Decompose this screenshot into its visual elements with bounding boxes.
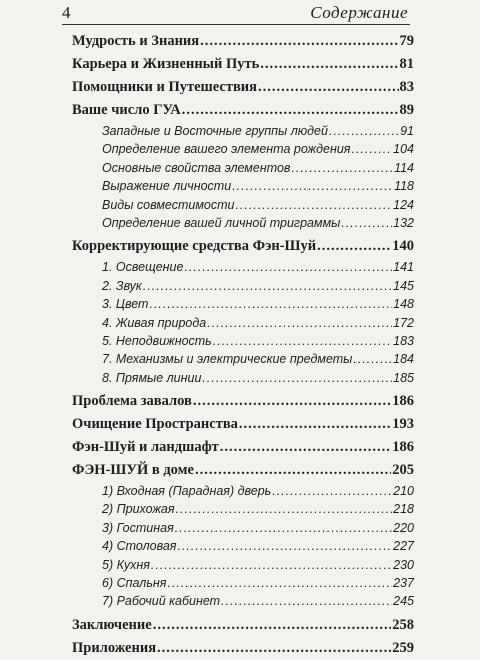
dot-leader [200,30,398,53]
toc-chapter-entry [72,390,414,413]
toc-section-entry [72,556,414,574]
toc-entry-title: Фэн-Шуй и ландшафт [72,439,219,456]
toc-section-entry [72,159,414,177]
toc-entry-title: Определение вашей личной триграммы [102,215,341,230]
toc-section-entry [72,177,414,195]
dot-leader [291,159,393,177]
toc-entry-title: 1) Входная (Парадная) дверь [102,484,272,499]
toc-entry-title: 3) Гостиная [102,520,174,535]
toc-entry-title: 7) Рабочий кабинет [102,594,221,609]
toc-entry-page-number: 124 [393,197,414,212]
dot-leader [207,314,392,332]
toc-entry-title: 7. Механизмы и электрические предметы [102,352,353,367]
dot-leader [177,537,392,555]
dot-leader [221,592,392,610]
toc-chapter-entry [72,413,414,436]
toc-section-entry [72,122,414,140]
toc-entry-title: Выражение личности [102,179,232,194]
toc-section-entry [72,369,414,387]
page-number: 4 [62,3,71,22]
toc-entry-page-number: 148 [393,297,414,312]
toc-entry-page-number: 79 [399,33,414,49]
toc-entry-page-number: 132 [393,215,414,230]
dot-leader [232,177,393,195]
toc-entry-title: Проблема завалов [72,393,192,410]
dot-leader [175,519,392,537]
toc-entry-title: Карьера и Жизненный Путь [72,56,260,72]
toc-section-entry [72,314,414,332]
dot-leader [195,459,391,482]
toc-entry-page-number: 83 [399,79,414,95]
toc-entry-page-number: 237 [393,576,414,591]
toc-entry-title: 4. Живая природа [102,315,207,330]
toc-entry-title: Западные и Восточные группы людей [102,124,328,138]
dot-leader [202,369,392,387]
dot-leader [143,277,392,295]
toc-entry-title: 5. Неподвижность [102,333,212,348]
toc-entry-page-number: 259 [392,639,414,656]
toc-entry-page-number: 186 [392,393,414,410]
toc-chapter-entry [72,614,414,637]
dot-leader [167,574,392,592]
toc-chapter-entry [72,53,414,76]
toc-entry-page-number: 114 [394,160,414,175]
toc-chapter-entry [72,30,414,53]
toc-entry-title: 8. Прямые линии [102,370,202,385]
toc-entry-page-number: 245 [393,594,414,609]
toc-entry-page-number: 210 [393,484,414,499]
toc-entry-page-number: 230 [393,557,414,572]
toc-section-entry [72,332,414,350]
toc-entry-page-number: 145 [393,278,414,293]
toc-section-entry [72,350,414,368]
toc-entry-title: 5) Кухня [102,557,150,572]
toc-entry-title: Основные свойства элементов [102,160,291,175]
toc-entry-page-number: 140 [392,238,414,255]
dot-leader [239,413,391,436]
dot-leader [272,482,392,500]
toc-entry-page-number: 186 [392,439,414,456]
toc-entry-title: 2) Прихожая [102,502,175,517]
toc-section-entry [72,140,414,158]
dot-leader [157,637,391,660]
dot-leader [213,332,392,350]
toc-entry-title: 2. Звук [102,278,142,293]
dot-leader [351,140,392,158]
toc-entry-page-number: 258 [392,616,414,633]
toc-entry-page-number: 227 [393,539,414,554]
toc-entry-page-number: 205 [392,462,414,479]
toc-entry-page-number: 89 [399,102,414,118]
toc-entry-page-number: 220 [393,520,414,535]
toc-entry-page-number: 91 [400,124,414,138]
running-title: Содержание [310,3,408,22]
toc-entry-title: Помощники и Путешествия [72,79,257,95]
toc-entry-page-number: 141 [393,260,414,275]
toc-entry-title: Виды совместимости [102,197,235,212]
toc-entry-page-number: 218 [393,502,414,517]
toc-entry-title: Корректирующие средства Фэн-Шуй [72,238,317,255]
dot-leader [151,556,392,574]
toc-section-entry [72,592,414,610]
dot-leader [176,500,393,518]
dot-leader [235,196,392,214]
toc-entry-page-number: 185 [393,370,414,385]
toc-entry-title: Определение вашего элемента рождения [102,142,351,157]
toc-section-entry [72,295,414,313]
toc-entry-title: Мудрость и Знания [72,33,200,49]
dot-leader [153,614,392,637]
toc-entry-title: Очищение Пространства [72,416,238,433]
toc-entry-page-number: 81 [399,56,414,72]
toc-section-entry [72,214,414,232]
toc-entry-title: 3. Цвет [102,297,149,312]
dot-leader [260,53,398,76]
toc-section-entry [72,258,414,276]
toc-section-entry [72,537,414,555]
toc-entry-title: 6) Спальня [102,576,167,591]
dot-leader [184,258,392,276]
header-rule [62,24,410,25]
toc-chapter-entry [72,235,414,258]
toc-section-entry [72,519,414,537]
toc-entry-page-number: 104 [393,142,414,157]
toc-section-entry [72,196,414,214]
toc-section-entry [72,482,414,500]
toc-section-entry [72,277,414,295]
toc-entry-page-number: 184 [393,352,414,367]
toc-entry-page-number: 172 [393,315,414,330]
toc-entry-title: 1. Освещение [102,260,184,275]
toc-entry-title: Приложения [72,639,157,656]
dot-leader [329,122,399,140]
toc-entry-page-number: 183 [393,333,414,348]
toc-section-entry [72,574,414,592]
dot-leader [193,390,391,413]
dot-leader [220,436,391,459]
dot-leader [258,76,399,99]
dot-leader [341,214,392,232]
dot-leader [182,99,399,122]
page-header [62,2,410,24]
toc-entry-page-number: 118 [394,179,414,194]
table-of-contents [72,30,414,660]
toc-chapter-entry [72,637,414,660]
toc-chapter-entry [72,76,414,99]
toc-chapter-entry [72,459,414,482]
toc-entry-title: 4) Столовая [102,539,177,554]
toc-entry-title: Ваше число ГУА [72,102,181,118]
toc-entry-title: ФЭН-ШУЙ в доме [72,462,194,479]
toc-chapter-entry [72,99,414,122]
toc-entry-title: Заключение [72,616,152,633]
toc-chapter-entry [72,436,414,459]
toc-section-entry [72,500,414,518]
dot-leader [317,235,391,258]
dot-leader [353,350,392,368]
dot-leader [149,295,392,313]
toc-entry-page-number: 193 [392,416,414,433]
